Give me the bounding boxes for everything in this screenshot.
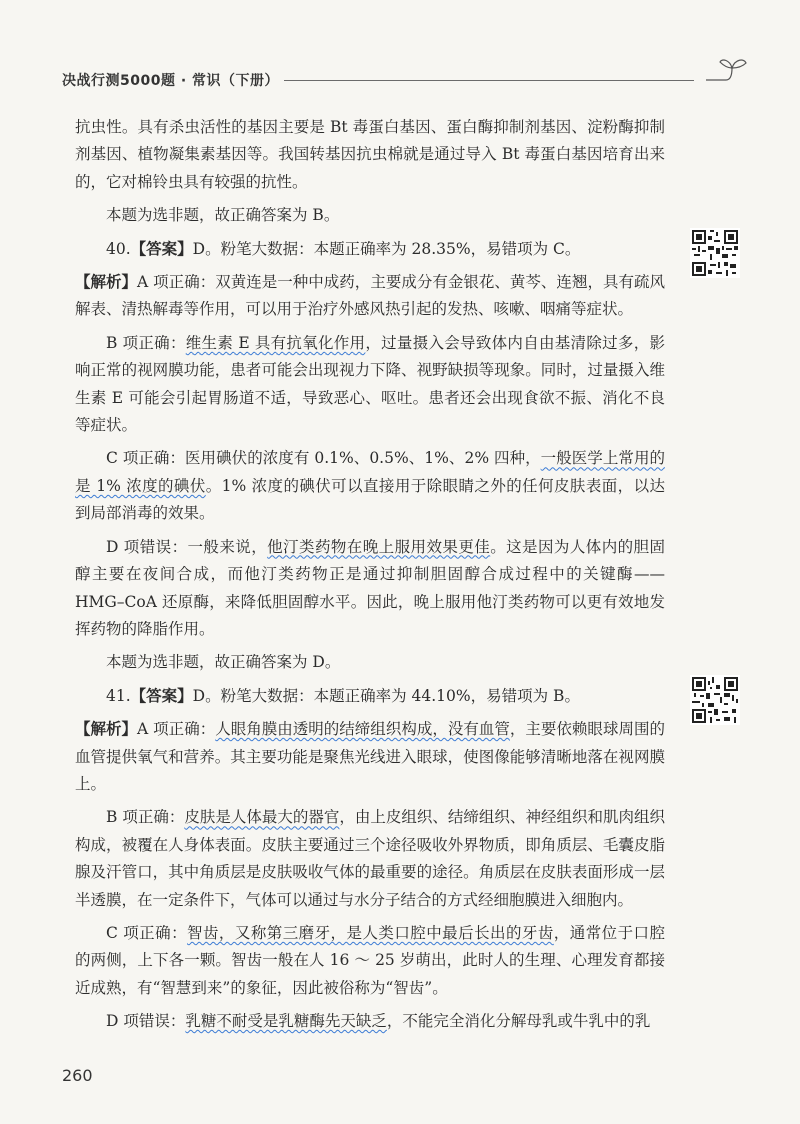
paragraph: 抗虫性。具有杀虫活性的基因主要是 Bt 毒蛋白基因、蛋白酶抑制剂基因、淀粉酶抑制剂基因、植物凝集素基因等。我国转基因抗虫棉就是通过导入 Bt 毒蛋白基因培育出来的，它对棉铃虫具有较强的抗性。 (75, 118, 665, 191)
highlighted-text: 一般医学上常用的是 1% 浓度的碘伏 (75, 449, 665, 495)
analysis-text: 。这是因为人体内的胆固醇主要在夜间合成，而他汀类药物正是通过抑制胆固醇合成过程中的关键酶——HMG–CoA 还原酶，来降低胆固醇水平。因此，晚上服用他汀类药物可以更有效地发挥药物的降脂作用。 (75, 537, 665, 638)
qr-code-icon[interactable] (690, 228, 740, 278)
sprout-icon (702, 56, 750, 90)
answer-line-41 (75, 683, 665, 710)
answer-text: D。粉笔大数据：本题正确率为 44.10%，易错项为 B。 (192, 686, 580, 705)
question-number: 41. (106, 686, 131, 705)
analysis-c-40 (75, 445, 665, 527)
answer-text: D。粉笔大数据：本题正确率为 28.35%，易错项为 C。 (192, 239, 581, 258)
answer-label: 【答案】 (130, 686, 193, 705)
header-rule (284, 80, 694, 81)
highlighted-text: 人眼角膜由透明的结缔组织构成，没有血管 (215, 720, 510, 739)
analysis-d-41 (75, 1008, 665, 1035)
analysis-text: ，由上皮组织、结缔组织、神经组织和肌肉组织构成，被覆在人身体表面。皮肤主要通过三个途径吸收外界物质，即角质层、毛囊皮脂腺及汗管口，其中角质层是皮肤吸收气体的最重要的途径。角质层在皮肤表面形成一层半透膜，在一定条件下，气体可以通过与水分子结合的方式经细胞膜进入细胞内。 (75, 808, 665, 909)
highlighted-text: 智齿，又称第三磨牙，是人类口腔中最后长出的牙齿 (187, 923, 554, 942)
question-number: 40. (106, 239, 131, 258)
answer-label: 【答案】 (130, 239, 193, 258)
page-number: 260 (62, 1066, 93, 1085)
option-label: C 项正确： (106, 923, 188, 942)
analysis-text: ，过量摄入会导致体内自由基清除过多，影响正常的视网膜功能，患者可能会出现视力下降、视野缺损等现象。同时，过量摄入维生素 E 可能会引起胃肠道不适，导致恶心、呕吐。患者还会出现食欲不振、消化不良等症状。 (75, 333, 665, 435)
analysis-b-41 (75, 804, 665, 914)
option-label: D 项错误： (106, 1012, 186, 1031)
analysis-text: D 项错误：一般来说， (106, 537, 268, 556)
analysis-text: ，主要依赖眼球周围的血管提供氧气和营养。其主要功能是聚焦光线进入眼球，使图像能够清晰地落在视网膜上。 (75, 720, 665, 793)
option-label: B 项正确： (106, 808, 185, 827)
paragraph: 本题为选非题，故正确答案为 D。 (106, 653, 341, 672)
analysis-text: ，通常位于口腔的两侧，上下各一颗。智齿一般在人 16 ～ 25 岁萌出，此时人的生理、心理发育都接近成熟，有“智慧到来”的象征，因此被俗称为“智齿”。 (75, 923, 665, 997)
highlighted-text: 他汀类药物在晚上服用效果更佳 (267, 537, 491, 556)
option-label: B 项正确： (106, 333, 186, 352)
book-title: 决战行测5000题 · 常识（下册） (62, 73, 280, 89)
highlighted-text: 皮肤是人体最大的器官 (184, 808, 340, 827)
answer-line-40 (75, 236, 665, 263)
highlighted-text: 维生素 E 具有抗氧化作用 (185, 333, 366, 352)
paragraph: 本题为选非题，故正确答案为 B。 (106, 206, 340, 225)
page-header (62, 70, 752, 100)
analysis-c-41 (75, 920, 665, 1002)
analysis-text: A 项正确：双黄连是一种中成药，主要成分有金银花、黄芩、连翘，具有疏风解表、清热解毒等作用，可以用于治疗外感风热引起的发热、咳嗽、咽痛等症状。 (75, 273, 665, 319)
analysis-d-40 (75, 534, 665, 644)
analysis-label: 【解析】 (75, 720, 138, 739)
analysis-b-40 (75, 330, 665, 440)
analysis-text: 。1% 浓度的碘伏可以直接用于除眼睛之外的任何皮肤表面，以达到局部消毒的效果。 (75, 476, 665, 523)
analysis-a-40 (75, 269, 665, 324)
page-content (75, 114, 665, 1042)
qr-code-icon[interactable] (690, 675, 740, 725)
analysis-label: 【解析】 (75, 273, 138, 292)
analysis-text: ，不能完全消化分解母乳或牛乳中的乳 (386, 1012, 651, 1031)
analysis-text: C 项正确：医用碘伏的浓度有 0.1%、0.5%、1%、2% 四种， (106, 449, 541, 468)
highlighted-text: 乳糖不耐受是乳糖酶先天缺乏 (185, 1012, 387, 1031)
analysis-a-41 (75, 716, 665, 798)
option-label: A 项正确： (137, 720, 216, 739)
